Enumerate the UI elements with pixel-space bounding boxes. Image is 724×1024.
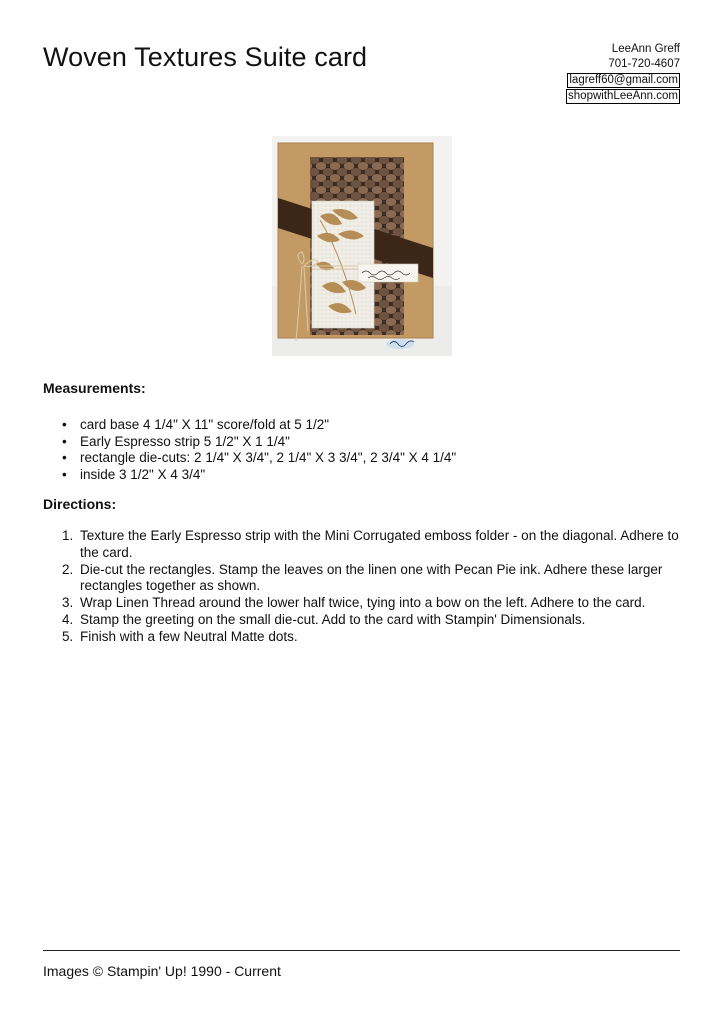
contact-phone: 701-720-4607 [608,58,680,70]
list-item: • Early Espresso strip 5 1/2" X 1 1/4" [62,434,456,451]
measurements-list [62,417,456,483]
contact-name: LeeAnn Greff [611,43,680,55]
directions-heading: Directions: [43,496,117,512]
list-item: 3. Wrap Linen Thread around the lower half twice, tying into a bow on the left. Adhere to the card. [62,595,646,611]
signature-logo [386,339,414,349]
list-item: 4. Stamp the greeting on the small die-cut. Add to the card with Stampin' Dimensionals. [62,611,586,627]
footer-divider [43,950,680,951]
list-item: 1. Texture the Early Espresso strip with the Mini Corrugated emboss folder - on the diagonal. Adhere to the card. [62,528,679,560]
list-item: • rectangle die-cuts: 2 1/4" X 3/4", 2 1/4" X 3 3/4", 2 3/4" X 4 1/4" [62,450,456,467]
list-item: 2. Die-cut the rectangles. Stamp the leaves on the linen one with Pecan Pie ink. Adhere these larger rectangles together as shown. [62,561,663,594]
directions-list [62,528,682,646]
contact-website-link[interactable]: shopwithLeeAnn.com [568,90,678,102]
contact-block [566,42,680,104]
list-item: • card base 4 1/4" X 11" score/fold at 5 1/2" [62,417,456,434]
list-item: 5. Finish with a few Neutral Matte dots. [62,628,298,644]
greeting-die-cut [358,264,418,282]
list-item: • inside 3 1/2" X 4 3/4" [62,467,456,484]
footer-copyright: Images © Stampin' Up! 1990 - Current [43,963,281,979]
card-photo [272,136,452,356]
measurements-heading: Measurements: [43,380,146,396]
contact-email-link[interactable]: lagreff60@gmail.com [569,74,678,86]
page-title: Woven Textures Suite card [43,42,368,72]
